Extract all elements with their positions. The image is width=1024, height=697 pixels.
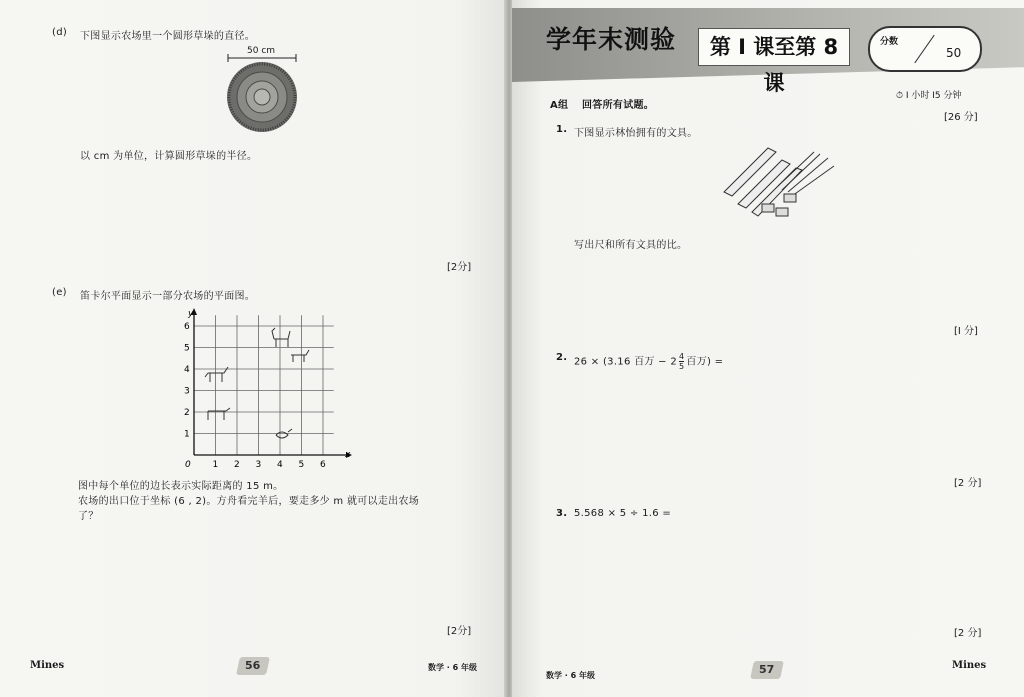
- question-2-expr-a: 26 × (3.16 百万 − 2: [574, 356, 678, 368]
- cow-icon: [208, 408, 230, 420]
- section-marks: [26 分]: [944, 112, 978, 123]
- section-label: A组: [550, 100, 569, 111]
- question-2-number: 2.: [556, 352, 568, 363]
- question-e-text3: 农场的出口位于坐标 (6 , 2)。方舟看完羊后，要走多少 m 就可以走出农场: [78, 496, 420, 507]
- question-e-marks: [2分]: [447, 626, 472, 637]
- timer-text: I 小时 I5 分钟: [905, 91, 962, 101]
- question-e-text4: 了？: [78, 511, 99, 522]
- timer-row: [896, 88, 962, 101]
- fraction-denominator: 5: [679, 362, 685, 371]
- goat-icon: [291, 350, 309, 362]
- right-page: [512, 0, 1024, 697]
- score-box: [868, 26, 982, 72]
- fraction-numerator: 4: [679, 352, 685, 361]
- score-label: 分数: [880, 37, 899, 47]
- page-number-left: [236, 657, 270, 675]
- page-number-left-text: 56: [245, 659, 261, 672]
- y-tick-label: 3: [184, 386, 190, 397]
- origin-label: 0: [185, 460, 191, 470]
- page-number-right-text: 57: [759, 663, 775, 676]
- y-tick-label: 6: [184, 322, 190, 332]
- y-tick-label: 2: [184, 408, 190, 418]
- y-axis-label: y: [188, 309, 194, 319]
- cartesian-plane: [176, 305, 356, 475]
- question-d-instruction: 以 cm 为单位，计算圆形草垛的半径。: [80, 151, 258, 162]
- test-title: 学年末测验: [546, 25, 677, 54]
- question-3-marks: [2 分]: [954, 628, 982, 639]
- fraction: [679, 352, 684, 371]
- question-1-instruction: 写出尺和所有文具的比。: [574, 240, 688, 251]
- x-tick-label: 3: [255, 460, 262, 470]
- brand-logo-left: Mines: [30, 660, 65, 671]
- left-page: [0, 0, 506, 697]
- question-e-distance: 15 m。: [246, 481, 284, 492]
- haystack-figure: [222, 53, 302, 133]
- y-tick-label: 4: [184, 365, 190, 375]
- y-tick-label: 1: [184, 429, 190, 440]
- x-tick-label: 2: [234, 460, 240, 470]
- question-e-label: (e): [52, 287, 67, 298]
- footer-subject-left: 数学 · 6 年级: [428, 663, 477, 672]
- question-1-marks: [I 分]: [954, 326, 978, 337]
- question-3-expression: 5.568 × 5 ÷ 1.6 =: [574, 508, 672, 519]
- footer-subject-right: 数学 · 6 年级: [546, 671, 595, 680]
- haystack-dimension-label: 50 cm: [247, 46, 276, 56]
- question-3-number: 3.: [556, 508, 568, 519]
- score-divider: [914, 35, 934, 63]
- question-2-expr-b: 百万) =: [686, 356, 724, 368]
- question-1-text: 下图显示林怡拥有的文具。: [574, 128, 698, 139]
- x-tick-label: 1: [212, 460, 219, 470]
- score-total: 50: [946, 46, 962, 60]
- question-2-expression: [574, 352, 723, 371]
- question-2-marks: [2 分]: [954, 478, 982, 489]
- x-tick-label: 6: [320, 460, 326, 470]
- question-d-text: 下图显示农场里一个圆形草垛的直径。: [80, 31, 256, 42]
- page-number-right: [750, 661, 784, 679]
- deer-icon: [272, 328, 290, 347]
- question-1-number: 1.: [556, 124, 568, 135]
- x-axis-label: x: [345, 450, 351, 460]
- x-tick-label: 5: [298, 460, 305, 470]
- y-tick-label: 5: [184, 343, 190, 354]
- stationery-figure: [718, 146, 838, 228]
- stopwatch-icon: ⏱: [896, 91, 904, 101]
- question-d-marks: [2分]: [447, 262, 472, 273]
- lesson-range: 第 I 课至第 8 课: [698, 28, 850, 66]
- question-e-text2-prefix: 图中每个单位的边长表示实际距离的: [78, 481, 243, 492]
- x-tick-label: 4: [277, 460, 283, 470]
- question-e-text: 笛卡尔平面显示一部分农场的平面图。: [80, 291, 256, 302]
- question-e-text2: [78, 477, 283, 492]
- brand-logo-right: Mines: [952, 660, 987, 671]
- section-instruction: 回答所有试题。: [582, 100, 655, 111]
- question-d-label: (d): [52, 27, 68, 38]
